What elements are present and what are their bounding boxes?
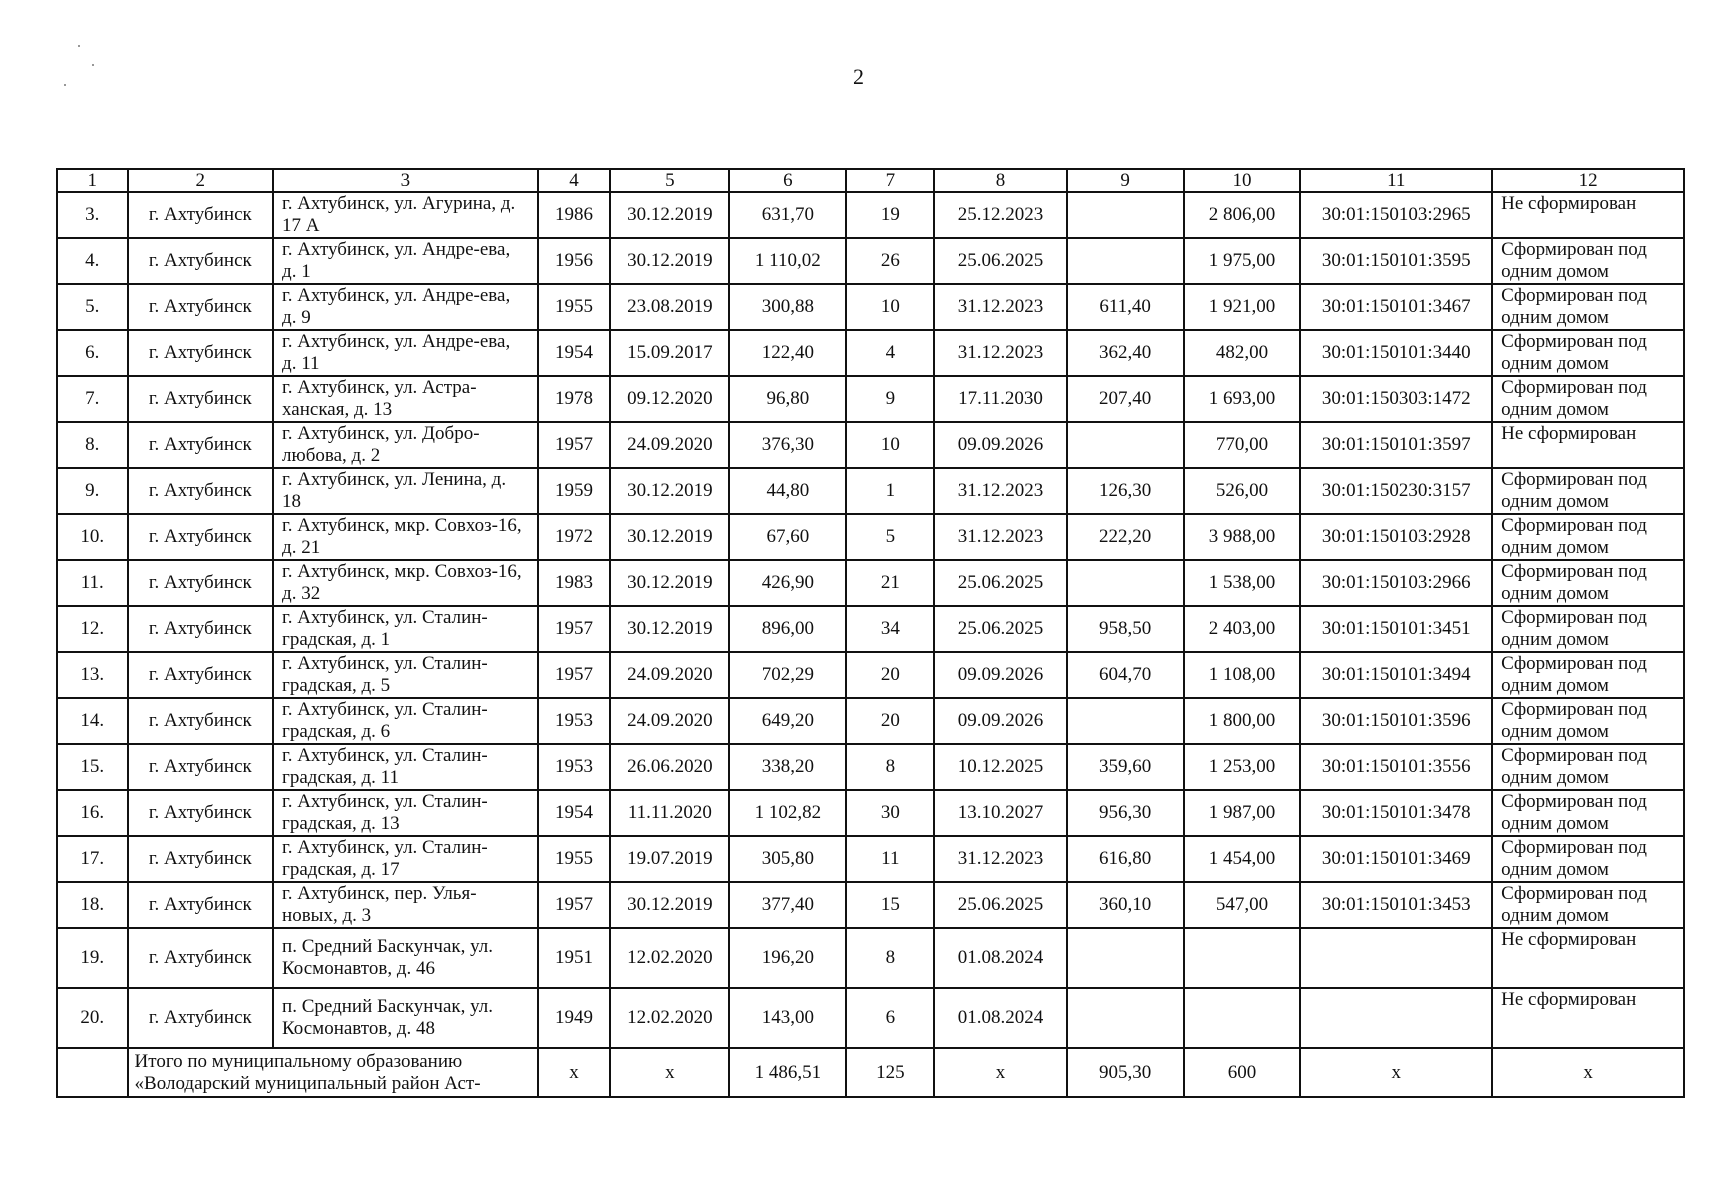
area2-cell: 604,70	[1067, 652, 1184, 698]
deadline-cell: 01.08.2024	[934, 928, 1066, 988]
area-cell: 122,40	[729, 330, 846, 376]
cadastral-cell: 30:01:150103:2965	[1300, 192, 1492, 238]
status-cell: Сформирован под одним домом	[1492, 284, 1684, 330]
land-area-cell: 1 800,00	[1184, 698, 1301, 744]
land-area-cell: 526,00	[1184, 468, 1301, 514]
area2-cell	[1067, 698, 1184, 744]
row-number: 17.	[57, 836, 128, 882]
status-cell: Сформирован под одним домом	[1492, 376, 1684, 422]
cadastral-cell	[1300, 988, 1492, 1048]
municipality-cell: г. Ахтубинск	[128, 560, 274, 606]
municipality-cell: г. Ахтубинск	[128, 514, 274, 560]
page-number: 2	[853, 64, 864, 89]
deadline-cell: 31.12.2023	[934, 836, 1066, 882]
area2-cell	[1067, 928, 1184, 988]
area-cell: 1 102,82	[729, 790, 846, 836]
deadline-cell: 13.10.2027	[934, 790, 1066, 836]
area-cell: 631,70	[729, 192, 846, 238]
scan-specks	[78, 40, 118, 100]
area-cell: 143,00	[729, 988, 846, 1048]
land-area-cell: 2 806,00	[1184, 192, 1301, 238]
area2-cell: 611,40	[1067, 284, 1184, 330]
row-number: 9.	[57, 468, 128, 514]
status-cell: Не сформирован	[1492, 422, 1684, 468]
people-cell: 4	[846, 330, 934, 376]
total-deadline-cell: x	[934, 1048, 1066, 1097]
municipality-cell: г. Ахтубинск	[128, 790, 274, 836]
year-cell: 1972	[538, 514, 611, 560]
area2-cell: 956,30	[1067, 790, 1184, 836]
deadline-cell: 09.09.2026	[934, 422, 1066, 468]
municipality-cell: г. Ахтубинск	[128, 330, 274, 376]
area2-cell	[1067, 238, 1184, 284]
land-area-cell: 482,00	[1184, 330, 1301, 376]
date-cell: 30.12.2019	[610, 192, 729, 238]
address-cell: г. Ахтубинск, ул. Сталин-градская, д. 17	[273, 836, 538, 882]
municipality-cell: г. Ахтубинск	[128, 606, 274, 652]
date-cell: 12.02.2020	[610, 928, 729, 988]
area-cell: 376,30	[729, 422, 846, 468]
date-cell: 19.07.2019	[610, 836, 729, 882]
table-row	[57, 560, 1684, 606]
deadline-cell: 25.06.2025	[934, 606, 1066, 652]
row-number: 11.	[57, 560, 128, 606]
year-cell: 1986	[538, 192, 611, 238]
cadastral-cell: 30:01:150101:3453	[1300, 882, 1492, 928]
header-cell: 4	[538, 169, 611, 192]
deadline-cell: 31.12.2023	[934, 284, 1066, 330]
status-cell: Сформирован под одним домом	[1492, 238, 1684, 284]
address-cell: г. Ахтубинск, ул. Андре-ева, д. 11	[273, 330, 538, 376]
table-row	[57, 882, 1684, 928]
people-cell: 30	[846, 790, 934, 836]
year-cell: 1954	[538, 790, 611, 836]
cadastral-cell: 30:01:150230:3157	[1300, 468, 1492, 514]
municipality-cell: г. Ахтубинск	[128, 928, 274, 988]
municipality-cell: г. Ахтубинск	[128, 698, 274, 744]
area2-cell: 126,30	[1067, 468, 1184, 514]
area-cell: 196,20	[729, 928, 846, 988]
total-year-cell: x	[538, 1048, 611, 1097]
table-row	[57, 988, 1684, 1048]
date-cell: 30.12.2019	[610, 514, 729, 560]
table-row	[57, 238, 1684, 284]
total-cadastral-cell: x	[1300, 1048, 1492, 1097]
header-cell: 6	[729, 169, 846, 192]
address-cell: г. Ахтубинск, мкр. Совхоз-16, д. 32	[273, 560, 538, 606]
row-number: 15.	[57, 744, 128, 790]
date-cell: 15.09.2017	[610, 330, 729, 376]
municipality-cell: г. Ахтубинск	[128, 882, 274, 928]
area2-cell: 222,20	[1067, 514, 1184, 560]
deadline-cell: 31.12.2023	[934, 468, 1066, 514]
status-cell: Сформирован под одним домом	[1492, 744, 1684, 790]
status-cell: Сформирован под одним домом	[1492, 652, 1684, 698]
cadastral-cell: 30:01:150101:3596	[1300, 698, 1492, 744]
row-number: 6.	[57, 330, 128, 376]
row-number: 16.	[57, 790, 128, 836]
land-area-cell: 547,00	[1184, 882, 1301, 928]
table-row	[57, 652, 1684, 698]
status-cell: Сформирован под одним домом	[1492, 468, 1684, 514]
address-cell: г. Ахтубинск, ул. Сталин-градская, д. 1	[273, 606, 538, 652]
status-cell: Сформирован под одним домом	[1492, 514, 1684, 560]
housing-register-table	[56, 168, 1685, 1098]
header-row	[57, 169, 1684, 192]
municipality-cell: г. Ахтубинск	[128, 468, 274, 514]
people-cell: 15	[846, 882, 934, 928]
date-cell: 30.12.2019	[610, 606, 729, 652]
land-area-cell: 2 403,00	[1184, 606, 1301, 652]
status-cell: Сформирован под одним домом	[1492, 330, 1684, 376]
header-cell: 3	[273, 169, 538, 192]
address-cell: г. Ахтубинск, ул. Агурина, д. 17 А	[273, 192, 538, 238]
address-cell: г. Ахтубинск, пер. Улья-новых, д. 3	[273, 882, 538, 928]
land-area-cell: 770,00	[1184, 422, 1301, 468]
date-cell: 23.08.2019	[610, 284, 729, 330]
address-cell: г. Ахтубинск, ул. Андре-ева, д. 1	[273, 238, 538, 284]
date-cell: 12.02.2020	[610, 988, 729, 1048]
deadline-cell: 25.12.2023	[934, 192, 1066, 238]
cadastral-cell: 30:01:150101:3478	[1300, 790, 1492, 836]
status-cell: Не сформирован	[1492, 928, 1684, 988]
area-cell: 426,90	[729, 560, 846, 606]
table-row	[57, 790, 1684, 836]
table-row	[57, 330, 1684, 376]
header-cell: 7	[846, 169, 934, 192]
people-cell: 34	[846, 606, 934, 652]
total-row	[57, 1048, 1684, 1097]
cadastral-cell: 30:01:150101:3451	[1300, 606, 1492, 652]
municipality-cell: г. Ахтубинск	[128, 284, 274, 330]
area-cell: 44,80	[729, 468, 846, 514]
header-cell: 5	[610, 169, 729, 192]
land-area-cell: 1 921,00	[1184, 284, 1301, 330]
land-area-cell: 1 108,00	[1184, 652, 1301, 698]
area2-cell: 958,50	[1067, 606, 1184, 652]
land-area-cell: 1 975,00	[1184, 238, 1301, 284]
area-cell: 649,20	[729, 698, 846, 744]
table-row	[57, 698, 1684, 744]
table-row	[57, 422, 1684, 468]
people-cell: 1	[846, 468, 934, 514]
date-cell: 30.12.2019	[610, 238, 729, 284]
cadastral-cell	[1300, 928, 1492, 988]
land-area-cell: 1 454,00	[1184, 836, 1301, 882]
year-cell: 1949	[538, 988, 611, 1048]
municipality-cell: г. Ахтубинск	[128, 652, 274, 698]
people-cell: 21	[846, 560, 934, 606]
area-cell: 305,80	[729, 836, 846, 882]
date-cell: 30.12.2019	[610, 882, 729, 928]
header-cell: 1	[57, 169, 128, 192]
address-cell: г. Ахтубинск, ул. Сталин-градская, д. 5	[273, 652, 538, 698]
cadastral-cell: 30:01:150101:3494	[1300, 652, 1492, 698]
area-cell: 1 110,02	[729, 238, 846, 284]
row-number: 12.	[57, 606, 128, 652]
row-number: 18.	[57, 882, 128, 928]
cadastral-cell: 30:01:150103:2966	[1300, 560, 1492, 606]
deadline-cell: 31.12.2023	[934, 330, 1066, 376]
table-row	[57, 468, 1684, 514]
year-cell: 1951	[538, 928, 611, 988]
area-cell: 338,20	[729, 744, 846, 790]
year-cell: 1957	[538, 606, 611, 652]
address-cell: п. Средний Баскунчак, ул. Космонавтов, д. 48	[273, 988, 538, 1048]
cadastral-cell: 30:01:150101:3467	[1300, 284, 1492, 330]
table-row	[57, 514, 1684, 560]
table-row	[57, 192, 1684, 238]
year-cell: 1957	[538, 882, 611, 928]
row-number: 8.	[57, 422, 128, 468]
year-cell: 1956	[538, 238, 611, 284]
deadline-cell: 10.12.2025	[934, 744, 1066, 790]
row-number: 3.	[57, 192, 128, 238]
header-cell: 12	[1492, 169, 1684, 192]
status-cell: Сформирован под одним домом	[1492, 560, 1684, 606]
year-cell: 1959	[538, 468, 611, 514]
year-cell: 1957	[538, 652, 611, 698]
cadastral-cell: 30:01:150101:3440	[1300, 330, 1492, 376]
area2-cell	[1067, 988, 1184, 1048]
municipality-cell: г. Ахтубинск	[128, 192, 274, 238]
row-number: 14.	[57, 698, 128, 744]
municipality-cell: г. Ахтубинск	[128, 836, 274, 882]
year-cell: 1957	[538, 422, 611, 468]
date-cell: 24.09.2020	[610, 698, 729, 744]
table-row	[57, 376, 1684, 422]
people-cell: 9	[846, 376, 934, 422]
year-cell: 1978	[538, 376, 611, 422]
address-cell: г. Ахтубинск, ул. Ленина, д. 18	[273, 468, 538, 514]
total-label: Итого по муниципальному образованию «Володарский муниципальный район Аст-	[128, 1048, 538, 1097]
table-row	[57, 606, 1684, 652]
address-cell: г. Ахтубинск, ул. Сталин-градская, д. 11	[273, 744, 538, 790]
deadline-cell: 09.09.2026	[934, 652, 1066, 698]
year-cell: 1955	[538, 836, 611, 882]
area-cell: 377,40	[729, 882, 846, 928]
row-number: 4.	[57, 238, 128, 284]
address-cell: г. Ахтубинск, ул. Сталин-градская, д. 13	[273, 790, 538, 836]
people-cell: 11	[846, 836, 934, 882]
row-number: 10.	[57, 514, 128, 560]
date-cell: 11.11.2020	[610, 790, 729, 836]
address-cell: г. Ахтубинск, ул. Андре-ева, д. 9	[273, 284, 538, 330]
area2-cell	[1067, 192, 1184, 238]
area-cell: 300,88	[729, 284, 846, 330]
address-cell: г. Ахтубинск, ул. Добро-любова, д. 2	[273, 422, 538, 468]
year-cell: 1953	[538, 744, 611, 790]
municipality-cell: г. Ахтубинск	[128, 988, 274, 1048]
table-row	[57, 744, 1684, 790]
deadline-cell: 25.06.2025	[934, 560, 1066, 606]
people-cell: 8	[846, 744, 934, 790]
municipality-cell: г. Ахтубинск	[128, 744, 274, 790]
status-cell: Сформирован под одним домом	[1492, 836, 1684, 882]
status-cell: Сформирован под одним домом	[1492, 606, 1684, 652]
cadastral-cell: 30:01:150101:3469	[1300, 836, 1492, 882]
land-area-cell: 1 693,00	[1184, 376, 1301, 422]
deadline-cell: 25.06.2025	[934, 238, 1066, 284]
area2-cell: 359,60	[1067, 744, 1184, 790]
address-cell: г. Ахтубинск, мкр. Совхоз-16, д. 21	[273, 514, 538, 560]
deadline-cell: 17.11.2030	[934, 376, 1066, 422]
deadline-cell: 31.12.2023	[934, 514, 1066, 560]
status-cell: Сформирован под одним домом	[1492, 882, 1684, 928]
total-area-cell: 1 486,51	[729, 1048, 846, 1097]
land-area-cell: 1 538,00	[1184, 560, 1301, 606]
total-date-cell: x	[610, 1048, 729, 1097]
cadastral-cell: 30:01:150103:2928	[1300, 514, 1492, 560]
area2-cell	[1067, 422, 1184, 468]
date-cell: 30.12.2019	[610, 560, 729, 606]
area2-cell	[1067, 560, 1184, 606]
status-cell: Не сформирован	[1492, 192, 1684, 238]
people-cell: 10	[846, 284, 934, 330]
area2-cell: 616,80	[1067, 836, 1184, 882]
row-number: 20.	[57, 988, 128, 1048]
header-cell: 2	[128, 169, 274, 192]
people-cell: 20	[846, 652, 934, 698]
total-land-area-cell: 600	[1184, 1048, 1301, 1097]
municipality-cell: г. Ахтубинск	[128, 376, 274, 422]
area-cell: 96,80	[729, 376, 846, 422]
year-cell: 1954	[538, 330, 611, 376]
address-cell: г. Ахтубинск, ул. Сталин-градская, д. 6	[273, 698, 538, 744]
total-people-cell: 125	[846, 1048, 934, 1097]
deadline-cell: 09.09.2026	[934, 698, 1066, 744]
date-cell: 26.06.2020	[610, 744, 729, 790]
date-cell: 24.09.2020	[610, 652, 729, 698]
land-area-cell: 3 988,00	[1184, 514, 1301, 560]
area2-cell: 207,40	[1067, 376, 1184, 422]
people-cell: 20	[846, 698, 934, 744]
people-cell: 10	[846, 422, 934, 468]
header-cell: 8	[934, 169, 1066, 192]
table-row	[57, 836, 1684, 882]
row-number: 13.	[57, 652, 128, 698]
header-cell: 10	[1184, 169, 1301, 192]
address-cell: п. Средний Баскунчак, ул. Космонавтов, д. 46	[273, 928, 538, 988]
status-cell: Не сформирован	[1492, 988, 1684, 1048]
land-area-cell	[1184, 928, 1301, 988]
total-status-cell: x	[1492, 1048, 1684, 1097]
area2-cell: 360,10	[1067, 882, 1184, 928]
cadastral-cell: 30:01:150101:3595	[1300, 238, 1492, 284]
year-cell: 1953	[538, 698, 611, 744]
year-cell: 1983	[538, 560, 611, 606]
date-cell: 24.09.2020	[610, 422, 729, 468]
table-row	[57, 928, 1684, 988]
row-number: 19.	[57, 928, 128, 988]
municipality-cell: г. Ахтубинск	[128, 238, 274, 284]
table-row	[57, 284, 1684, 330]
row-number: 5.	[57, 284, 128, 330]
people-cell: 6	[846, 988, 934, 1048]
area-cell: 896,00	[729, 606, 846, 652]
people-cell: 5	[846, 514, 934, 560]
deadline-cell: 25.06.2025	[934, 882, 1066, 928]
area-cell: 67,60	[729, 514, 846, 560]
land-area-cell: 1 987,00	[1184, 790, 1301, 836]
cadastral-cell: 30:01:150101:3556	[1300, 744, 1492, 790]
total-area2-cell: 905,30	[1067, 1048, 1184, 1097]
people-cell: 19	[846, 192, 934, 238]
status-cell: Сформирован под одним домом	[1492, 790, 1684, 836]
date-cell: 30.12.2019	[610, 468, 729, 514]
status-cell: Сформирован под одним домом	[1492, 698, 1684, 744]
area2-cell: 362,40	[1067, 330, 1184, 376]
date-cell: 09.12.2020	[610, 376, 729, 422]
area-cell: 702,29	[729, 652, 846, 698]
municipality-cell: г. Ахтубинск	[128, 422, 274, 468]
land-area-cell	[1184, 988, 1301, 1048]
people-cell: 8	[846, 928, 934, 988]
year-cell: 1955	[538, 284, 611, 330]
row-number: 7.	[57, 376, 128, 422]
deadline-cell: 01.08.2024	[934, 988, 1066, 1048]
people-cell: 26	[846, 238, 934, 284]
cadastral-cell: 30:01:150101:3597	[1300, 422, 1492, 468]
land-area-cell: 1 253,00	[1184, 744, 1301, 790]
cadastral-cell: 30:01:150303:1472	[1300, 376, 1492, 422]
header-cell: 9	[1067, 169, 1184, 192]
total-empty-cell	[57, 1048, 128, 1097]
address-cell: г. Ахтубинск, ул. Астра-ханская, д. 13	[273, 376, 538, 422]
header-cell: 11	[1300, 169, 1492, 192]
